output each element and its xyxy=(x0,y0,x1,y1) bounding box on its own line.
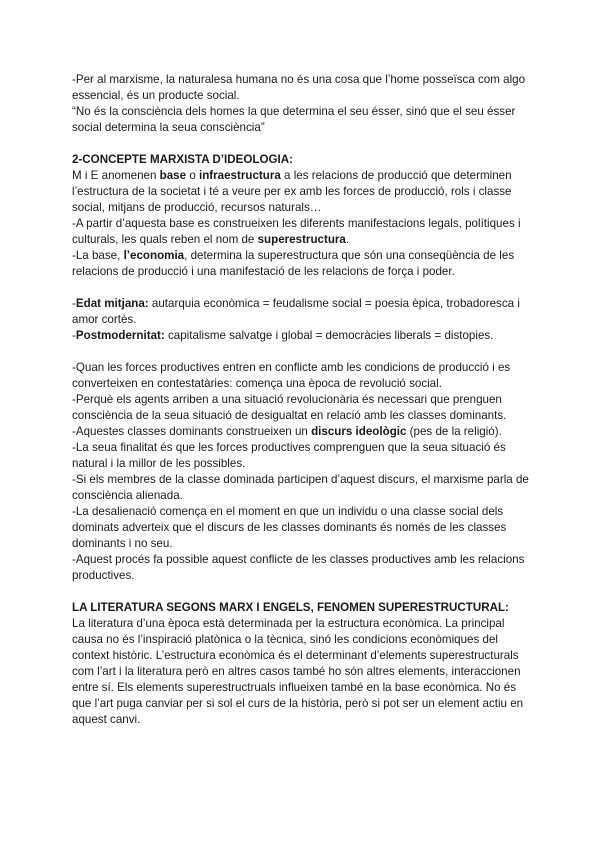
conflict-paragraph-5: -Si els membres de la classe dominada participen d’aquest discurs, el marxisme parla de consciència alienada. xyxy=(72,473,529,502)
spacer xyxy=(72,136,532,152)
superstructure-paragraph: -A partir d’aquesta base es construeixen les diferents manifestacions legals, polítiques i culturals, les quals reben el nom de superestructura. xyxy=(72,217,521,246)
term-economy: l’economia xyxy=(123,249,185,262)
intro-paragraph: -Per al marxisme, la naturalesa humana no és una cosa que l’home posseïsca com algo essencial, és un producte social. xyxy=(72,73,526,102)
spacer xyxy=(72,280,532,296)
conflict-paragraph-4: -La seua finalitat és que les forces productives comprenguen que la seua situació és natural i la millor de les possibles. xyxy=(72,441,506,470)
base-paragraph: M i E anomenen base o infraestructura a les relacions de producció que determinen l’estructura de la societat i té a veure per ex amb les forces de producció, rols i classe social, mitjans de producció, recursos naturals… xyxy=(72,169,512,214)
example-postmodern: -Postmodernitat: capitalisme salvatge i global = democràcies liberals = distopies. xyxy=(72,329,494,342)
conflict-paragraph-3: -Aquestes classes dominants construeixen un discurs ideològic (pes de la religió). xyxy=(72,425,502,438)
intro-quote: “No és la consciència dels homes la que determina el seu ésser, sinó que el seu ésser social determina la seua consciència” xyxy=(72,105,516,134)
conflict-paragraph-2: -Perquè els agents arriben a una situació revolucionària és necessari que prenguen consciència de la seua situació de desigualtat en relació amb les classes dominants. xyxy=(72,393,507,422)
example-medieval: -Edat mitjana: autarquia econòmica = feudalisme social = poesia èpica, trobadoresca i amor cortès. xyxy=(72,297,520,326)
term-base: base xyxy=(159,169,187,182)
conflict-paragraph-1: -Quan les forces productives entren en conflicte amb les condicions de producció i es converteixen en contestatàries: comença una època de revolució social. xyxy=(72,361,511,390)
document-page xyxy=(72,72,532,728)
section-heading-ideology: 2-CONCEPTE MARXISTA D’IDEOLOGIA: xyxy=(72,153,293,166)
spacer xyxy=(72,344,532,360)
term-infrastructure: infraestructura xyxy=(198,169,281,182)
term-ideological-discourse: discurs ideològic xyxy=(311,425,407,438)
literature-paragraph: La literatura d’una època està determinada per la estructura econòmica. La principal causa no és l’inspiració platònica o la tècnica, sinó les condicions econòmiques del context històric. L’estructura econòmica és el determinant d’elements superestructurals com l’art i la literatura però en altres casos també ho són altres elements, interaccionen entre sí. Els elements superestructruals influeixen també en la base econòmica. No és que l’art puga canviar per si sol el curs de la història, però si pot ser un element actiu en aquest canvi. xyxy=(72,617,524,726)
label-postmodern: Postmodernitat: xyxy=(75,329,165,342)
label-medieval: Edat mitjana: xyxy=(75,297,149,310)
conflict-paragraph-7: -Aquest procés fa possible aquest conflicte de les classes productives amb les relacions productives. xyxy=(72,553,525,582)
section-heading-literature: LA LITERATURA SEGONS MARX I ENGELS, FENOMEN SUPERESTRUCTURAL: xyxy=(72,601,509,614)
term-superstructure: superestructura xyxy=(257,233,346,246)
economy-paragraph: -La base, l’economia, determina la superestructura que són una conseqüència de les relacions de producció i una manifestació de les relacions de força i poder. xyxy=(72,249,515,278)
conflict-paragraph-6: -La desalienació comença en el moment en que un individu o una classe social dels dominats adverteix que el discurs de les classes dominants és només de les classes dominants i no seu. xyxy=(72,505,507,550)
spacer xyxy=(72,584,532,600)
